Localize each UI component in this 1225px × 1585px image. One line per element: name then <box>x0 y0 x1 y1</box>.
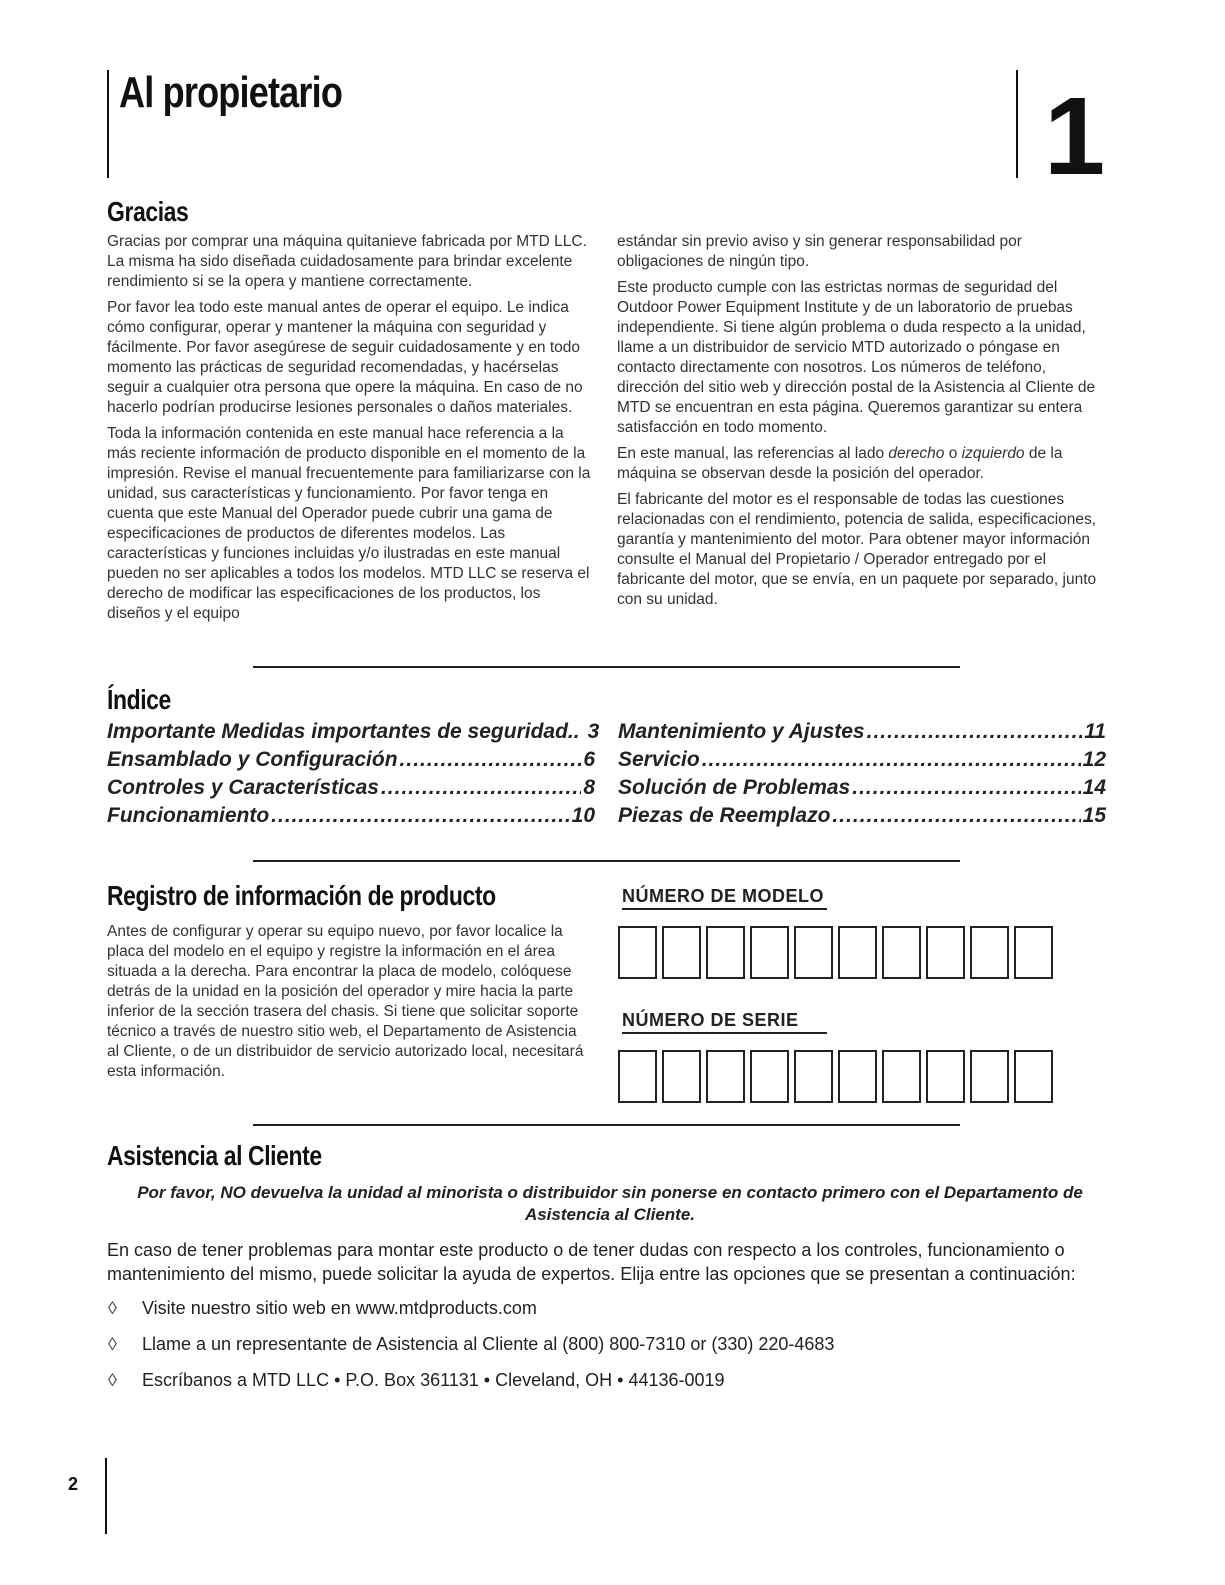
toc-leader <box>381 774 581 802</box>
entry-box[interactable] <box>882 1050 921 1103</box>
toc-entry[interactable] <box>618 718 1106 746</box>
entry-box[interactable] <box>970 926 1009 979</box>
toc-entry[interactable] <box>107 718 600 746</box>
toc-leader <box>832 802 1080 830</box>
diamond-bullet-icon: ◊ <box>108 1334 117 1354</box>
orientation-note <box>617 444 1102 484</box>
toc-left <box>107 718 600 830</box>
note-text: o <box>944 445 962 462</box>
entry-box[interactable] <box>618 1050 657 1103</box>
footer-rule <box>105 1458 107 1534</box>
gracias-right-column <box>617 232 1102 616</box>
toc-entry[interactable] <box>618 774 1106 802</box>
toc-page: 10 <box>571 804 595 827</box>
entry-box[interactable] <box>662 926 701 979</box>
toc-page: 3 <box>587 720 600 743</box>
entry-box[interactable] <box>926 1050 965 1103</box>
entry-box[interactable] <box>706 1050 745 1103</box>
toc-page: 6 <box>583 748 595 771</box>
toc-page: 14 <box>1082 776 1106 799</box>
return-notice: Por favor, NO devuelva la unidad al minorista o distribuidor sin ponerse en contacto primero con el Departamento de Asistencia al Cliente. <box>137 1183 1083 1224</box>
paragraph: Por favor lea todo este manual antes de operar el equipo. Le indica cómo configurar, operar y mantener la máquina con seguridad y fácilmente. Por favor asegúrese de seguir cuidadosamente y en todo momento las prácticas de seguridad recomendadas, y hacérselas seguir a cualquier otra persona que opere la máquina. En caso de no hacerlo podrían producirse lesiones personales o daños materiales. <box>107 299 583 416</box>
option-text: Llame a un representante de Asistencia al Cliente al (800) 800-7310 or (330) 220-4683 <box>142 1334 835 1354</box>
paragraph: Toda la información contenida en este manual hace referencia a la más reciente información de producto disponible en el momento de la impresión. Revise el manual frecuentemente para familiarizarse con la unidad, sus características y funcionamiento. Por favor tenga en cuenta que este Manual del Operador puede cubrir una gama de especificaciones de productos de diferentes modelos. Las características y funciones incluidas y/o ilustradas en este manual pueden no ser aplicables a todos los modelos. MTD LLC se reserva el derecho de modificar las especificaciones de los productos, los diseños y el equipo <box>107 425 591 622</box>
toc-label: Controles y Características <box>107 776 379 799</box>
toc-entry[interactable] <box>107 774 595 802</box>
asistencia-intro: En caso de tener problemas para montar este producto o de tener dudas con respecto a los controles, funcionamiento o mantenimiento del mismo, puede solicitar la ayuda de expertos. Elija entre las opciones que se presentan a continuación: <box>107 1240 1076 1284</box>
chapter-rule <box>1016 70 1018 178</box>
serial-number-label: NÚMERO DE SERIE <box>622 1010 827 1034</box>
chapter-number: 1 <box>1044 75 1106 198</box>
paragraph: Este producto cumple con las estrictas normas de seguridad del Outdoor Power Equipment Institute y de un laboratorio de pruebas independiente. Si tiene algún problema o duda respecto a la unidad, llame a un distribuidor de servicio MTD autorizado o póngase en contacto directamente con nosotros. Los números de teléfono, dirección del sitio web y dirección postal de la Asistencia al Cliente de MTD se encuentran en esta página. Queremos garantizar su entera satisfacción en todo momento. <box>617 279 1096 436</box>
entry-box[interactable] <box>794 926 833 979</box>
entry-box[interactable] <box>794 1050 833 1103</box>
entry-box[interactable] <box>882 926 921 979</box>
divider <box>253 860 960 862</box>
toc-right <box>618 718 1106 830</box>
toc-leader <box>400 746 582 774</box>
toc-leader <box>867 718 1083 746</box>
registro-text: Antes de configurar y operar su equipo nuevo, por favor localice la placa del modelo en el equipo y registre la información en el área situada a la derecha. Para encontrar la placa de modelo, colóquese detrás de la unidad en la posición del operador y mire hacia la parte inferior de la sección trasera del chasis. Si tiene que solicitar soporte técnico a través de nuestro sitio web, el Departamento de Asistencia al Cliente, o de un distribuidor de servicio autorizado local, necesitará esta información. <box>107 923 584 1080</box>
support-option <box>108 1332 834 1356</box>
entry-box[interactable] <box>750 1050 789 1103</box>
toc-page: 12 <box>1082 748 1106 771</box>
entry-box[interactable] <box>926 926 965 979</box>
model-number-label: NÚMERO DE MODELO <box>622 886 827 910</box>
entry-box[interactable] <box>662 1050 701 1103</box>
gracias-left-column <box>107 232 592 630</box>
toc-label: Mantenimiento y Ajustes <box>618 720 865 743</box>
toc-page: 15 <box>1082 804 1106 827</box>
entry-box[interactable] <box>706 926 745 979</box>
toc-label: Ensamblado y Configuración <box>107 748 398 771</box>
support-option <box>108 1296 537 1320</box>
toc-label: Solución de Problemas <box>618 776 851 799</box>
asistencia-heading: Asistencia al Cliente <box>107 1140 322 1171</box>
toc-page: 8 <box>583 776 595 799</box>
gracias-heading: Gracias <box>107 196 189 227</box>
diamond-bullet-icon: ◊ <box>108 1298 117 1318</box>
toc-entry[interactable] <box>618 802 1106 830</box>
toc-label: Servicio <box>618 748 700 771</box>
title-rule <box>107 70 109 178</box>
page-number: 2 <box>68 1474 79 1494</box>
toc-leader <box>271 802 569 830</box>
divider <box>253 1124 960 1126</box>
entry-box[interactable] <box>838 926 877 979</box>
divider <box>253 666 960 668</box>
toc-leader <box>852 774 1080 802</box>
note-text: de la máquina se observan desde la posición del operador. <box>617 445 1063 482</box>
model-number-boxes[interactable] <box>618 926 1053 979</box>
toc-label: Importante Medidas importantes de seguridad.. <box>107 720 580 743</box>
toc-entry[interactable] <box>107 802 595 830</box>
page-title: Al propietario <box>119 68 343 117</box>
entry-box[interactable] <box>750 926 789 979</box>
paragraph: El fabricante del motor es el responsable de todas las cuestiones relacionadas con el rendimiento, potencia de salida, especificaciones, garantía y mantenimiento del motor. Para obtener mayor información consulte el Manual del Propietario / Operador entregado por el fabricante del motor, que se envía, en un paquete por separado, junto con su unidad. <box>617 491 1097 608</box>
note-text: En este manual, las referencias al lado <box>617 445 889 462</box>
entry-box[interactable] <box>1014 926 1053 979</box>
support-option <box>108 1368 725 1392</box>
entry-box[interactable] <box>618 926 657 979</box>
toc-entry[interactable] <box>107 746 595 774</box>
paragraph: Gracias por comprar una máquina quitanieve fabricada por MTD LLC. La misma ha sido diseñada cuidadosamente para brindar excelente rendimiento si se la opera y mantiene correctamente. <box>107 233 587 290</box>
option-text: Escríbanos a MTD LLC • P.O. Box 361131 • Cleveland, OH • 44136-0019 <box>142 1370 725 1390</box>
toc-entry[interactable] <box>618 746 1106 774</box>
toc-leader <box>702 746 1081 774</box>
note-izquierdo: izquierdo <box>961 445 1025 462</box>
toc-label: Funcionamiento <box>107 804 270 827</box>
note-derecho: derecho <box>888 445 945 462</box>
indice-heading: Índice <box>107 684 171 715</box>
serial-number-boxes[interactable] <box>618 1050 1053 1103</box>
option-text[interactable]: Visite nuestro sitio web en www.mtdproducts.com <box>142 1298 537 1318</box>
toc-page: 11 <box>1084 720 1106 743</box>
entry-box[interactable] <box>970 1050 1009 1103</box>
diamond-bullet-icon: ◊ <box>108 1370 117 1390</box>
paragraph: estándar sin previo aviso y sin generar responsabilidad por obligaciones de ningún tipo. <box>617 233 1022 270</box>
toc-label: Piezas de Reemplazo <box>618 804 831 827</box>
entry-box[interactable] <box>1014 1050 1053 1103</box>
entry-box[interactable] <box>838 1050 877 1103</box>
registro-heading: Registro de información de producto <box>107 880 496 911</box>
